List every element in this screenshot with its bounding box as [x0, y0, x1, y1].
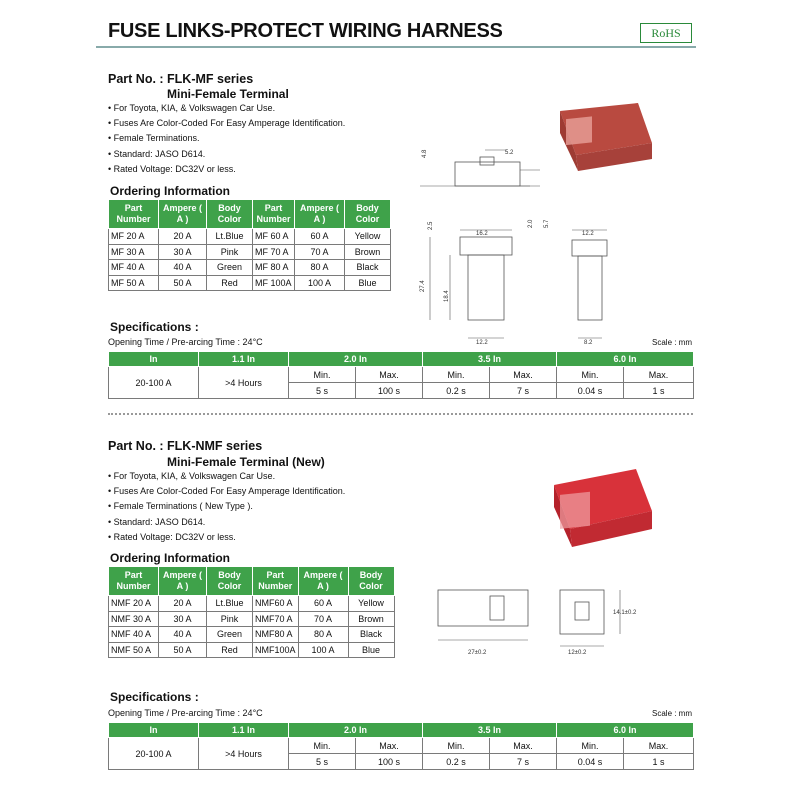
ordering-header-row: [109, 200, 391, 229]
specifications-heading: Specifications :: [110, 320, 199, 334]
part-number-heading: Part No. : FLK-NMF series: [108, 439, 263, 453]
header-cell: 1.1 In: [199, 352, 289, 367]
dimension-label: 8.2: [584, 340, 593, 345]
table-cell: Min.: [557, 367, 624, 383]
feature-item: • Standard: JASO D614.: [108, 147, 345, 162]
table-cell: 70 A: [298, 611, 348, 627]
part-subtitle: Mini-Female Terminal (New): [167, 455, 325, 469]
table-cell: 20-100 A: [109, 738, 199, 770]
dimension-label: 5.7: [544, 219, 550, 228]
table-cell: 80 A: [295, 260, 345, 276]
table-cell: Green: [207, 260, 253, 276]
table-cell: MF 20 A: [109, 229, 159, 245]
technical-drawing: [430, 580, 650, 660]
dimension-label: 14.1±0.2: [613, 610, 637, 616]
ordering-table: [108, 566, 395, 658]
table-cell: 5 s: [289, 383, 356, 399]
table-cell: Max.: [356, 367, 423, 383]
table-cell: Min.: [289, 367, 356, 383]
table-cell: NMF 30 A: [109, 611, 159, 627]
feature-list: [108, 101, 345, 177]
table-cell: Yellow: [345, 229, 391, 245]
header-cell: 3.5 In: [423, 723, 557, 738]
header-cell: Part Number: [109, 200, 159, 229]
dimension-label: 27±0.2: [468, 650, 487, 656]
fuse-photo: [540, 455, 660, 555]
table-cell: 30 A: [159, 611, 207, 627]
table-cell: 60 A: [295, 229, 345, 245]
scale-note: Scale : mm: [652, 338, 693, 347]
title-divider: [96, 46, 696, 48]
table-cell: 7 s: [490, 383, 557, 399]
rohs-badge: RoHS: [640, 23, 692, 43]
ordering-header-row: [109, 567, 395, 596]
specifications-heading: Specifications :: [110, 690, 199, 704]
header-cell: Part Number: [109, 567, 159, 596]
table-row: [109, 367, 694, 383]
table-cell: Lt.Blue: [207, 596, 253, 612]
table-cell: NMF60 A: [253, 596, 299, 612]
dimension-label: 4.8: [422, 149, 428, 158]
part-subtitle: Mini-Female Terminal: [167, 87, 289, 101]
dimension-label: 16.2: [476, 231, 488, 237]
table-cell: Blue: [348, 642, 394, 658]
dimension-label: 12±0.2: [568, 650, 587, 656]
section-divider: [108, 413, 693, 415]
feature-item: • For Toyota, KIA, & Volkswagen Car Use.: [108, 469, 345, 484]
table-cell: Red: [207, 275, 253, 291]
table-cell: 20 A: [159, 596, 207, 612]
feature-item: • Fuses Are Color-Coded For Easy Amperage Identification.: [108, 116, 345, 131]
header-cell: Part Number: [253, 567, 299, 596]
table-cell: 40 A: [159, 260, 207, 276]
fuse-window: [560, 492, 590, 529]
table-row: [109, 229, 391, 245]
table-cell: Min.: [423, 367, 490, 383]
table-cell: Red: [207, 642, 253, 658]
feature-item: • Rated Voltage: DC32V or less.: [108, 162, 345, 177]
table-cell: Min.: [423, 738, 490, 754]
header-cell: Body Color: [348, 567, 394, 596]
ordering-heading: Ordering Information: [110, 184, 230, 198]
table-cell: NMF 50 A: [109, 642, 159, 658]
table-cell: Black: [345, 260, 391, 276]
page-title: FUSE LINKS-PROTECT WIRING HARNESS: [108, 20, 503, 42]
table-cell: Pink: [207, 244, 253, 260]
feature-item: • Standard: JASO D614.: [108, 515, 345, 530]
opening-time-note: Opening Time / Pre-arcing Time : 24°C: [108, 708, 263, 718]
part-number-heading: Part No. : FLK-MF series: [108, 72, 254, 86]
table-cell: 50 A: [159, 275, 207, 291]
table-cell: >4 Hours: [199, 738, 289, 770]
dimension-label: 2.0: [528, 219, 534, 228]
table-cell: 100 s: [356, 754, 423, 770]
table-row: [109, 596, 395, 612]
dimension-label: 27.4: [420, 280, 426, 292]
table-cell: Pink: [207, 611, 253, 627]
table-cell: Max.: [356, 738, 423, 754]
table-cell: 30 A: [159, 244, 207, 260]
feature-item: • Female Terminations ( New Type ).: [108, 499, 345, 514]
table-row: [109, 642, 395, 658]
table-cell: Min.: [557, 738, 624, 754]
table-cell: Max.: [490, 738, 557, 754]
table-cell: NMF100A: [253, 642, 299, 658]
table-cell: >4 Hours: [199, 367, 289, 399]
table-cell: 1 s: [624, 754, 694, 770]
header-cell: Body Color: [345, 200, 391, 229]
dimension-label: 18.4: [444, 290, 450, 302]
specifications-table: [108, 351, 694, 399]
dimension-label: 2.5: [428, 221, 434, 230]
header-cell: 1.1 In: [199, 723, 289, 738]
header-cell: 2.0 In: [289, 723, 423, 738]
table-cell: Max.: [490, 367, 557, 383]
spec-header-row: [109, 723, 694, 738]
table-cell: 100 s: [356, 383, 423, 399]
table-cell: MF 50 A: [109, 275, 159, 291]
table-cell: MF 30 A: [109, 244, 159, 260]
table-row: [109, 244, 391, 260]
feature-item: • Fuses Are Color-Coded For Easy Amperage Identification.: [108, 484, 345, 499]
feature-list: [108, 469, 345, 545]
header-cell: 3.5 In: [423, 352, 557, 367]
ordering-heading: Ordering Information: [110, 551, 230, 565]
table-cell: MF 60 A: [253, 229, 295, 245]
table-cell: Max.: [624, 367, 694, 383]
ordering-table: [108, 199, 391, 291]
table-cell: Lt.Blue: [207, 229, 253, 245]
table-cell: NMF 20 A: [109, 596, 159, 612]
table-cell: 100 A: [295, 275, 345, 291]
table-cell: 80 A: [298, 627, 348, 643]
feature-item: • Female Terminations.: [108, 131, 345, 146]
table-cell: 5 s: [289, 754, 356, 770]
table-cell: MF 40 A: [109, 260, 159, 276]
table-row: [109, 260, 391, 276]
table-row: [109, 611, 395, 627]
header-cell: In: [109, 723, 199, 738]
feature-item: • Rated Voltage: DC32V or less.: [108, 530, 345, 545]
header-cell: Ampere ( A ): [295, 200, 345, 229]
table-cell: MF 80 A: [253, 260, 295, 276]
dimension-label: 12.2: [476, 340, 488, 345]
table-cell: Blue: [345, 275, 391, 291]
header-cell: In: [109, 352, 199, 367]
header-cell: Body Color: [207, 200, 253, 229]
table-cell: NMF 40 A: [109, 627, 159, 643]
dimension-label: 12.2: [582, 231, 594, 237]
table-cell: 0.04 s: [557, 754, 624, 770]
dimension-label: 5.2: [505, 150, 514, 156]
table-cell: 60 A: [298, 596, 348, 612]
table-cell: Min.: [289, 738, 356, 754]
table-cell: Max.: [624, 738, 694, 754]
table-cell: 20 A: [159, 229, 207, 245]
specifications-table: [108, 722, 694, 770]
table-cell: 70 A: [295, 244, 345, 260]
table-cell: MF 70 A: [253, 244, 295, 260]
table-cell: 0.2 s: [423, 754, 490, 770]
feature-item: • For Toyota, KIA, & Volkswagen Car Use.: [108, 101, 345, 116]
header-cell: 6.0 In: [557, 352, 694, 367]
table-cell: 50 A: [159, 642, 207, 658]
header-cell: 2.0 In: [289, 352, 423, 367]
header-cell: Ampere ( A ): [159, 200, 207, 229]
table-cell: NMF80 A: [253, 627, 299, 643]
table-cell: 0.04 s: [557, 383, 624, 399]
table-row: [109, 275, 391, 291]
table-cell: Green: [207, 627, 253, 643]
header-cell: 6.0 In: [557, 723, 694, 738]
table-cell: Yellow: [348, 596, 394, 612]
table-cell: Brown: [345, 244, 391, 260]
table-cell: Black: [348, 627, 394, 643]
scale-note: Scale : mm: [652, 709, 693, 718]
opening-time-note: Opening Time / Pre-arcing Time : 24°C: [108, 337, 263, 347]
table-row: [109, 738, 694, 754]
technical-drawing: [410, 140, 625, 345]
table-cell: MF 100A: [253, 275, 295, 291]
header-cell: Ampere ( A ): [159, 567, 207, 596]
table-cell: 1 s: [624, 383, 694, 399]
table-cell: 20-100 A: [109, 367, 199, 399]
table-row: [109, 627, 395, 643]
table-cell: 40 A: [159, 627, 207, 643]
table-cell: NMF70 A: [253, 611, 299, 627]
header-cell: Body Color: [207, 567, 253, 596]
spec-header-row: [109, 352, 694, 367]
header-cell: Ampere ( A ): [298, 567, 348, 596]
header-cell: Part Number: [253, 200, 295, 229]
table-cell: 100 A: [298, 642, 348, 658]
table-cell: 0.2 s: [423, 383, 490, 399]
table-cell: 7 s: [490, 754, 557, 770]
table-cell: Brown: [348, 611, 394, 627]
